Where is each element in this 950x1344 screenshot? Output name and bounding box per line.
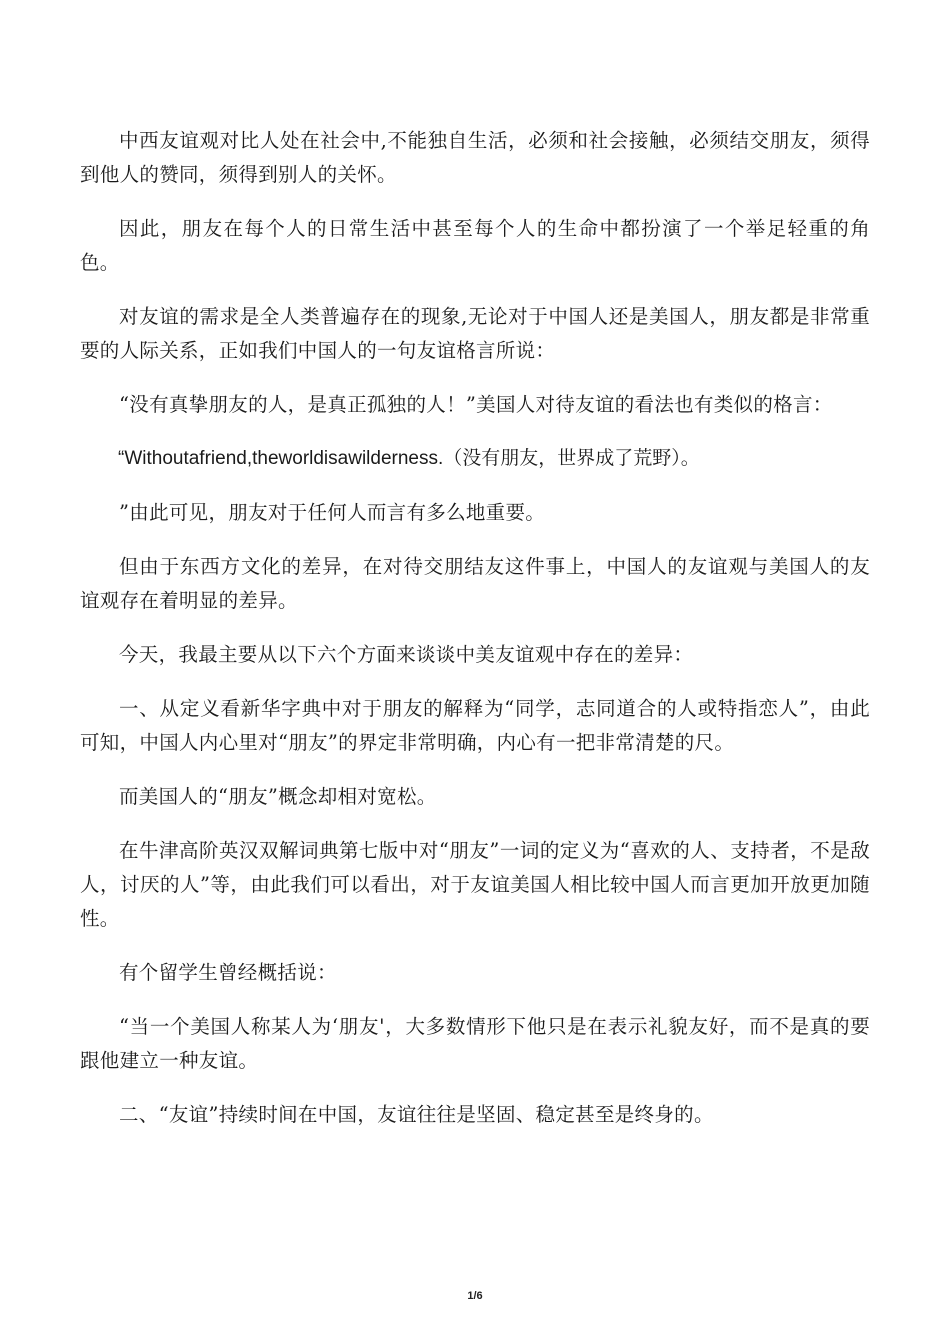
paragraph-14: 二、“友谊”持续时间在中国，友谊往往是坚固、稳定甚至是终身的。 (119, 1103, 714, 1126)
paragraph-13: “当一个美国人称某人为‘朋友'，大多数情形下他只是在表示礼貌友好，而不是真的要跟他建立一种友谊。 (80, 1015, 870, 1072)
paragraph-5: “Withoutafriend,theworldisawilderness.（没有朋友，世界成了荒野）。 (118, 448, 700, 469)
paragraph-12: 有个留学生曾经概括说： (119, 961, 337, 984)
paragraph-1: 中西友谊观对比人处在社会中,不能独自生活，必须和社会接触，必须结交朋友，须得到他人的赞同，须得到别人的关怀。 (80, 129, 870, 186)
paragraph-11: 在牛津高阶英汉双解词典第七版中对“朋友”一词的定义为“喜欢的人、支持者，不是敌人，讨厌的人”等，由此我们可以看出，对于友谊美国人相比较中国人而言更加开放更加随性。 (80, 839, 870, 930)
paragraph-4: “没有真挚朋友的人，是真正孤独的人！”美国人对待友谊的看法也有类似的格言： (119, 393, 833, 416)
paragraph-8: 今天，我最主要从以下六个方面来谈谈中美友谊观中存在的差异： (119, 643, 694, 666)
paragraph-9: 一、从定义看新华字典中对于朋友的解释为“同学，志同道合的人或特指恋人”，由此可知，中国人内心里对“朋友”的界定非常明确，内心有一把非常清楚的尺。 (80, 697, 870, 754)
paragraph-6: ”由此可见，朋友对于任何人而言有多么地重要。 (119, 501, 546, 524)
paragraph-3: 对友谊的需求是全人类普遍存在的现象,无论对于中国人还是美国人，朋友都是非常重要的人际关系，正如我们中国人的一句友谊格言所说： (80, 305, 870, 362)
document-body (80, 124, 870, 1152)
paragraph-7: 但由于东西方文化的差异，在对待交朋结友这件事上，中国人的友谊观与美国人的友谊观存在着明显的差异。 (80, 555, 870, 612)
paragraph-2: 因此，朋友在每个人的日常生活中甚至每个人的生命中都扮演了一个举足轻重的角色。 (80, 217, 870, 274)
paragraph-10: 而美国人的“朋友”概念却相对宽松。 (119, 785, 437, 808)
page-number: 1/6 (467, 1290, 483, 1302)
